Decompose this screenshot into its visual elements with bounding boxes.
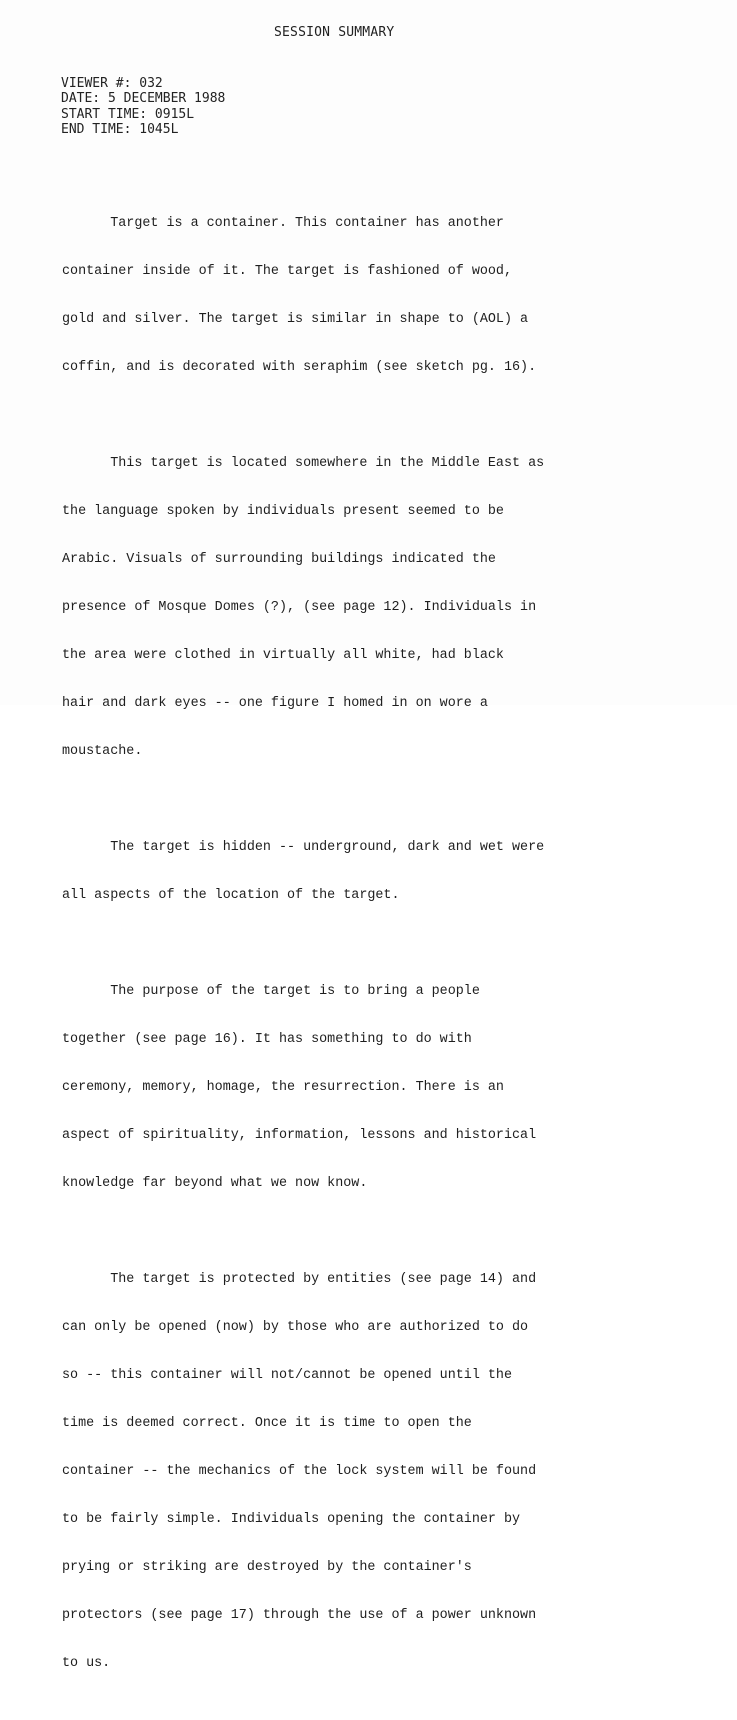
paragraph-target-location [62,424,652,792]
paragraph-target-description [62,184,652,408]
end-time: END TIME: 1045L [61,121,179,137]
text-line: The purpose of the target is to bring a people [62,984,480,999]
paragraph-target-protection [62,1240,652,1704]
text-line: prying or striking are destroyed by the container's [62,1560,472,1575]
text-line: time is deemed correct. Once it is time to open the [62,1416,472,1431]
text-line: container inside of it. The target is fashioned of wood, [62,264,512,279]
session-date: DATE: 5 DECEMBER 1988 [61,91,226,107]
text-line: to be fairly simple. Individuals opening the container by [62,1512,521,1527]
text-line: The target is protected by entities (see page 14) and [62,1272,537,1287]
text-line: knowledge far beyond what we now know. [62,1176,368,1191]
text-line: can only be opened (now) by those who are authorized to do [62,1320,529,1335]
text-line: to us. [62,1656,111,1671]
text-line: the language spoken by individuals present seemed to be [62,504,504,519]
session-metadata [61,76,225,137]
summary-body [62,184,652,1720]
text-line: presence of Mosque Domes (?), (see page 12). Individuals in [62,600,537,615]
text-line: coffin, and is decorated with seraphim (see sketch pg. 16). [62,360,537,375]
text-line: aspect of spirituality, information, lessons and historical [62,1128,537,1143]
text-line: all aspects of the location of the target. [62,888,400,903]
text-line: The target is hidden -- underground, dark and wet were [62,840,545,855]
text-line: hair and dark eyes -- one figure I homed in on wore a [62,696,488,711]
text-line: so -- this container will not/cannot be opened until the [62,1368,512,1383]
text-line: This target is located somewhere in the Middle East as [62,456,545,471]
document-title: SESSION SUMMARY [274,25,395,40]
text-line: gold and silver. The target is similar in shape to (AOL) a [62,312,529,327]
start-time: START TIME: 0915L [61,106,195,122]
viewer-number: VIEWER #: 032 [61,76,163,91]
text-line: together (see page 16). It has something to do with [62,1032,472,1047]
text-line: Target is a container. This container has another [62,216,504,231]
text-line: the area were clothed in virtually all white, had black [62,648,504,663]
paragraph-target-purpose [62,952,652,1224]
text-line: Arabic. Visuals of surrounding buildings indicated the [62,552,496,567]
paragraph-target-hidden [62,808,652,936]
text-line: ceremony, memory, homage, the resurrection. There is an [62,1080,504,1095]
text-line: protectors (see page 17) through the use of a power unknown [62,1608,537,1623]
text-line: container -- the mechanics of the lock system will be found [62,1464,537,1479]
text-line: moustache. [62,744,143,759]
